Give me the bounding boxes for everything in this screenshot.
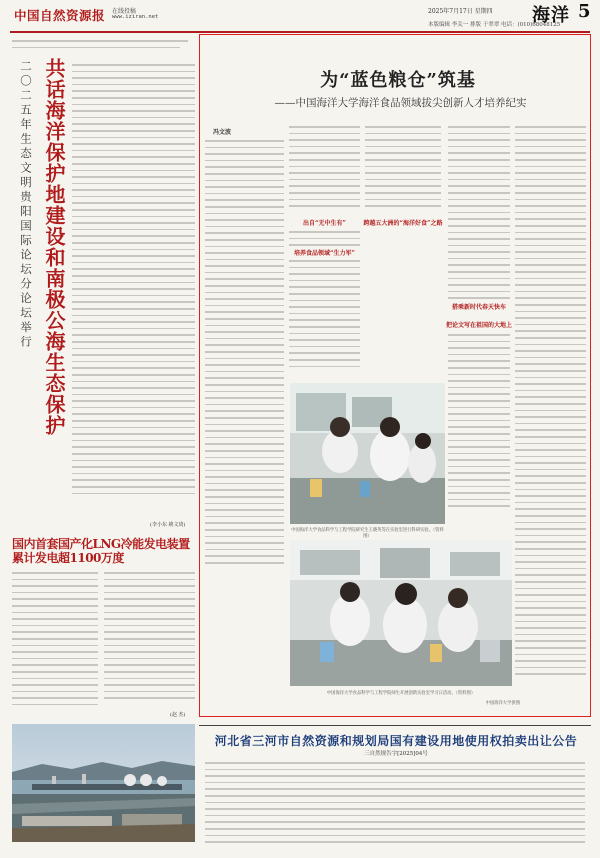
lng-port-photo — [12, 724, 195, 842]
feature-col-4-bottom — [448, 334, 510, 524]
feature-title[interactable]: 为“蓝色粮仓”筑基 — [320, 70, 476, 91]
feature-col-1 — [205, 140, 284, 576]
lab-photo-2 — [290, 540, 512, 686]
lab-photo-1 — [290, 383, 445, 524]
section-name: 海洋 — [532, 5, 570, 26]
issue-date: 2025年7月17日 星期四 — [428, 8, 493, 15]
page-number: 5 — [578, 1, 591, 22]
feature-author: 冯文波 — [213, 129, 232, 136]
photo-1-caption: 中国海洋大学食品科学与工程学院研究生王晓英等在实验室进行科研实验。（资料图） — [291, 528, 444, 539]
lng-article-text — [12, 572, 98, 717]
left-article-credit: (李小东 姚文琦) — [150, 522, 186, 528]
notice-subtitle: 三自然规告字[2025]04号 — [364, 751, 428, 757]
feature-col-4-top — [448, 126, 510, 316]
editor-info: 本版编辑 李关一 排版 于翠翠 电话：(010)68048125 — [428, 22, 561, 28]
feature-col-2-bottom — [289, 260, 360, 380]
feature-subtitle: ——中国海洋大学海洋食品领域拔尖创新人才培养纪实 — [274, 97, 527, 109]
feature-col-2-top — [289, 126, 360, 218]
feature-subhead-2: 培养食品领域“生力军” — [294, 250, 355, 257]
photo-2-caption: 中国海洋大学食品科学与工程学院师生开展创新实验室学习日活动。（资料图） — [326, 691, 476, 696]
notice-text — [205, 762, 585, 852]
lng-article-text-2 — [104, 572, 195, 717]
site-label: 在线投稿 — [112, 8, 137, 15]
left-article-text-upper — [12, 40, 195, 60]
left-article-text — [72, 64, 195, 522]
feature-subhead-3: 跨越五大洲的“海洋好食”之路 — [363, 220, 443, 227]
notice-rule — [199, 725, 591, 726]
feature-col-3-top — [365, 126, 441, 218]
masthead-rule — [10, 31, 590, 33]
feature-subhead-1: 出自“无中生有” — [303, 220, 346, 227]
lng-headline[interactable]: 国内首套国产化LNG冷能发电装置累计发电超1100万度 — [12, 537, 190, 565]
left-headline[interactable]: 共话海洋保护地建设和南极公海生态保护 — [42, 58, 66, 436]
newspaper-brand[interactable]: 中国自然资源报 — [14, 8, 106, 23]
feature-col-5 — [515, 126, 586, 712]
photo-credit: 中国海洋大学供图 — [485, 701, 520, 706]
left-kicker: 二〇二五年生态文明贵阳国际论坛分论坛举行 — [19, 60, 33, 350]
feature-subhead-5: 把论文写在祖国的大地上 — [445, 322, 512, 329]
notice-title[interactable]: 河北省三河市自然资源和规划局国有建设用地使用权拍卖出让公告 — [214, 734, 578, 748]
site-url[interactable]: www.iziran.net — [112, 14, 159, 20]
lng-credit: (赵 杰) — [170, 712, 186, 718]
feature-subhead-4: 搭乘新时代春天快车 — [451, 304, 506, 311]
